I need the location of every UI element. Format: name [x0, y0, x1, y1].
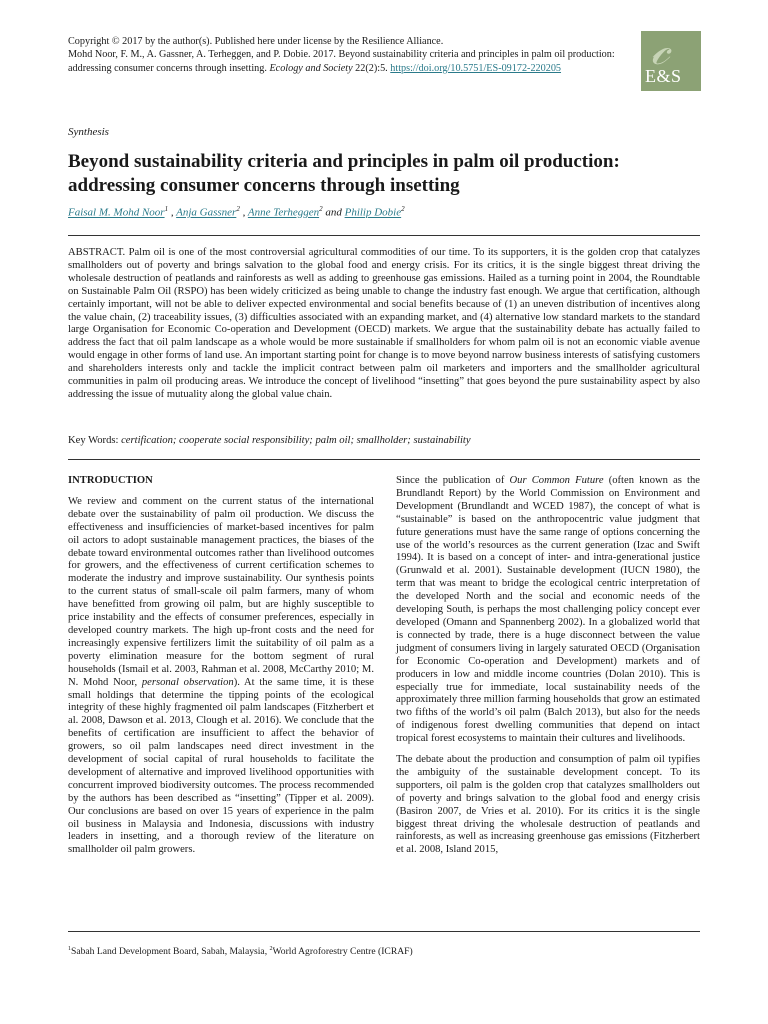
author-affiliation-mark: 2	[319, 205, 323, 213]
footnote-text: World Agroforestry Centre (ICRAF)	[272, 946, 413, 958]
author-list	[68, 205, 405, 219]
author-link[interactable]: Philip Dobie	[344, 206, 402, 219]
divider	[68, 459, 700, 460]
section-heading: INTRODUCTION	[68, 475, 153, 486]
journal-name: Ecology and Society	[269, 62, 353, 74]
divider	[68, 235, 700, 236]
paragraph-text: (often known as the Brundlandt Report) by the World Commission on Environment and Development (Brundlandt and WCED 1987), the concept of what is “sustainable” is based on the anthropocentric value judgment that future generations must have the same range of options concerning the use of the world’s resources as the current generation (Izac and Swift 1994). It is based on a concept of inter- and intra-generational justice (Grunwald et al. 2001). Sustainable development (IUCN 1980), the term that was meant to bridge the ecological centric interpretation of the developed North and the social and economic needs of the developing South, is perhaps the most challenging policy concept ever developed (Omann and Spannenberg 2002). In a globalized world that is connected by trade, there is a huge disconnect between the value judgment of consumers living in largely saturated OECD (Organisation for Economic Co-operation and Development) markets and of producers in low and middle income countries (Dolan 2010). This is especially true for immediate, local sustainability needs of the approximately three million farming households that grow an estimated two fifths of the world’s oil palm (Balch 2013), but also for the needs of indigenous forest dwelling communities that depend on intact tropical forest ecosystems to maintain their cultures and livelihoods.	[396, 475, 700, 745]
abstract	[68, 247, 700, 402]
body-column-left	[68, 475, 374, 865]
paragraph-italic: Our Common Future	[509, 475, 604, 486]
abstract-text: Palm oil is one of the most controversial agricultural commodities of our time. To its supporters, it is the golden crop that catalyzes smallholders out of poverty and brings salvation to the global food and energy crisis. For its critics, it is the single biggest threat driving the wholesale destruction of peatlands and rainforests as well as adding to greenhouse gas emissions. Hailed as a turning point in 2004, the Roundtable on Sustainable Palm Oil (RSPO) has been widely criticized as being unable to change the industry fast enough. We argue that certification, although certainly important, will not be able to deliver expected environmental and social benefits because of (1) an uneven distribution of incentives along the value chain, (2) traceability issues, (3) difficulties associated with an expanding market, and (4) alternative low standard markets to the standard large Organisation for Economic Co-operation and Development (OECD) markets. We argue that the sustainability debate has actually failed to address the fact that oil palm landscape as a whole would be more sustainable if smallholders for whom palm oil is not an economic viable avenue would engage in other forms of land use. An important starting point for change is to move beyond narrow business interests of satisfying customers and shareholders interests only and tackle the implicit contract between palm oil marketers and importers and the smallholder agricultural communities in palm oil producing areas. We introduce the concept of livelihood “insetting” that goes beyond the pure sustainability aspect by also addressing the issue of mutuality along the global value chain.	[68, 247, 700, 400]
affiliation-footnote	[68, 943, 700, 958]
keywords-label: Key Words:	[68, 435, 122, 446]
divider	[68, 931, 700, 932]
keywords-text: certification; cooperate social responsibility; palm oil; smallholder; sustainability	[121, 435, 471, 446]
author-affiliation-mark: 2	[401, 205, 405, 213]
keywords	[68, 434, 700, 447]
logo-swirl-icon: 𝒸	[651, 31, 670, 75]
doi-link[interactable]: https://doi.org/10.5751/ES-09172-220205	[390, 62, 562, 74]
footnote-mark: 1	[68, 946, 71, 952]
author-link[interactable]: Anja Gassner	[176, 206, 237, 219]
paragraph-text: Since the publication of	[396, 475, 510, 486]
footnote-mark: 2	[269, 946, 273, 952]
paragraph-text: ). At the same time, it is these small holdings that determine the tipping points of the ecological integrity of these highly fragmented oil palm landscapes (Fitzherbert et al. 2008, Dawson et al. 2013, Clough et al. 2016). We conclude that the benefits of certification are insufficient to affect the behavior of growers, so oil palm landscapes need direct investment in the development of social capital of rural households to facilitate the development of alternative and improved livelihood opportunities with concurrent improved biodiversity outcomes. The process recommended by the authors has been described as “insetting” (Tipper et al. 2009). Our conclusions are based on over 15 years of experience in the palm oil business in Malaysia and Indonesia, discussions with industry leaders in insetting, and a thorough review of the literature on smallholder oil palm growers.	[68, 676, 374, 856]
abstract-label: ABSTRACT.	[68, 247, 126, 258]
body-column-right	[396, 475, 700, 865]
logo-text: E&S	[645, 66, 682, 86]
body-paragraph: The debate about the production and consumption of palm oil typifies the ambiguity of the sustainable development concept. To its supporters, oil palm is the golden crop that catalyzes smallholders out of poverty and brings salvation to the global food and energy crisis (Basiron 2007, de Vries et al. 2010). For its critics it is the single biggest threat driving the wholesale destruction of peatlands and rainforests, as well as increasing greenhouse gas emissions (Fitzherbert et al. 2008, Island 2015,	[396, 754, 700, 856]
citation-text: Mohd Noor, F. M., A. Gassner, A. Terheggen, and P. Dobie. 2017. Beyond sustainability criteria and principles in palm oil production: addressing consumer concerns through insetting.	[68, 49, 615, 74]
author-separator: ,	[239, 206, 248, 219]
author-affiliation-mark: 1	[164, 205, 169, 213]
author-link[interactable]: Anne Terheggen	[247, 206, 320, 219]
author-link[interactable]: Faisal M. Mohd Noor	[68, 206, 165, 219]
author-separator: ,	[168, 206, 177, 219]
section-label: Synthesis	[68, 126, 109, 138]
journal-logo	[641, 31, 701, 91]
paragraph-italic: personal observation	[141, 676, 234, 688]
copyright-line: Copyright © 2017 by the author(s). Published here under license by the Resilience Alliance.	[68, 36, 444, 47]
body-paragraph	[68, 496, 374, 857]
volume-pages: 22(2):5.	[352, 62, 391, 74]
paragraph-text: We review and comment on the current status of the international debate over the sustainability of palm oil production. We discuss the effectiveness and insufficiencies of market-based incentives for palm oil actors to adopt sustainable management practices, the biases of the debate toward environmental outcomes rather than livelihood outcomes for growers, and the effectiveness of current certification schemes to moderate the industry and improve sustainability. Our synthesis points to the current status of small-scale oil palm farmers, many of whom have benefitted from growing oil palm, but are highly susceptible to price instability and the effects of consumer preferences, especially in developed country markets. The high up-front costs and the need for increasingly expensive fertilizers limit the suitability of oil palm as a poverty elimination measure for the bottom segment of rural households (Ismail et al. 2003, Rahman et al. 2008, McCarthy 2010; M. N. Mohd Noor,	[68, 495, 374, 688]
footnote-text: Sabah Land Development Board, Sabah, Malaysia,	[71, 946, 270, 958]
body-paragraph	[396, 475, 700, 746]
author-affiliation-mark: 2	[236, 205, 240, 213]
copyright-notice	[68, 35, 628, 75]
paper-title: Beyond sustainability criteria and principles in palm oil production: addressing consumer concerns through insetting	[68, 151, 620, 196]
author-separator: and	[322, 206, 345, 219]
